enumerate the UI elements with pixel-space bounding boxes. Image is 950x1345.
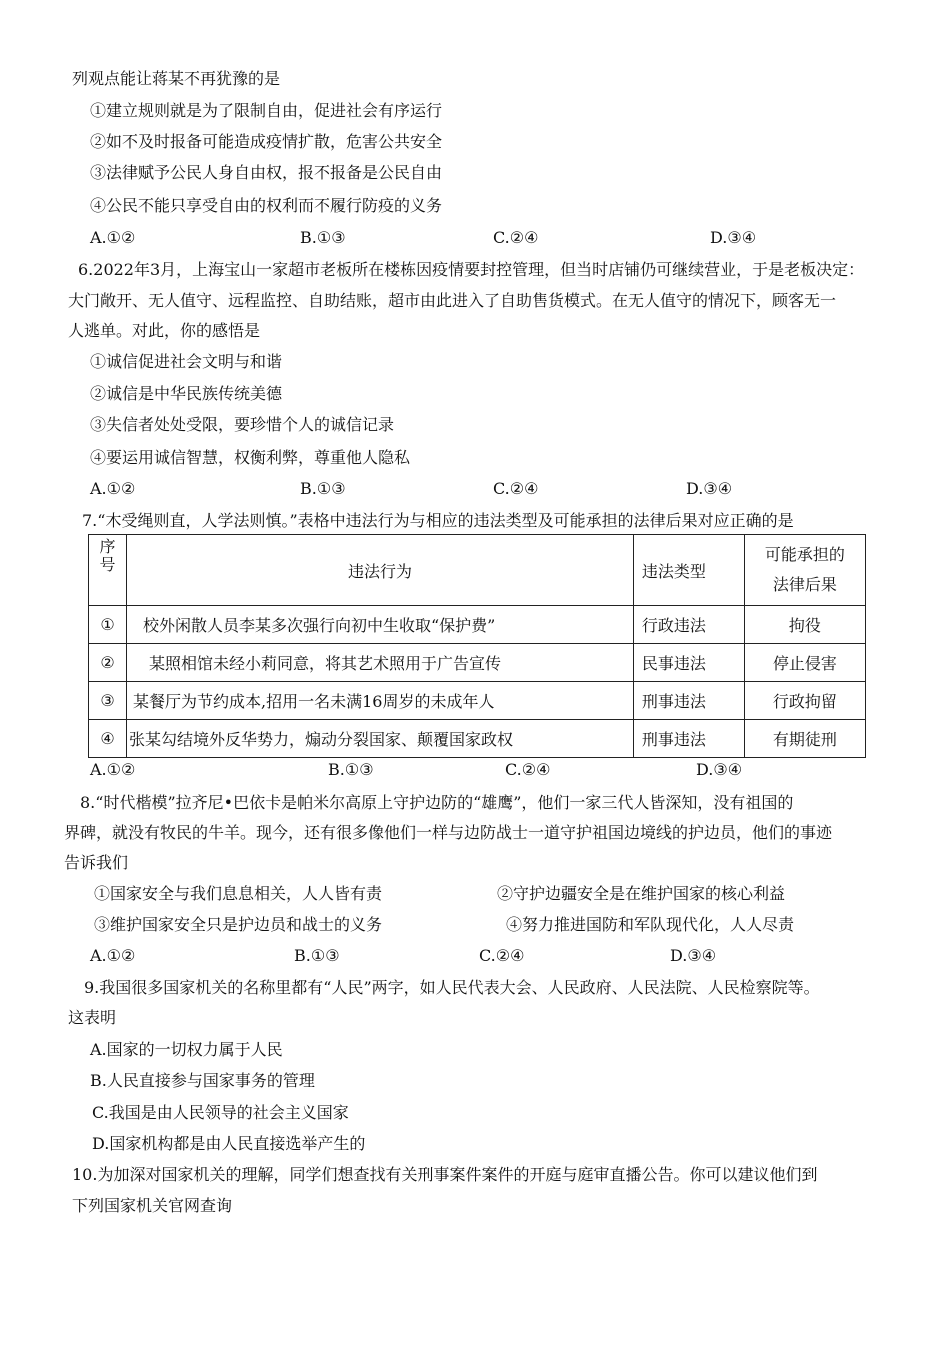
q7-option-b: B.①③ — [328, 760, 374, 779]
q6-option-b: B.①③ — [300, 479, 346, 498]
row-act: 校外闲散人员李某多次强行向初中生收取“保护费” — [127, 606, 634, 644]
table-row — [89, 682, 866, 720]
header-no — [89, 535, 127, 606]
q5-stem: 列观点能让蒋某不再犹豫的是 — [72, 69, 281, 88]
row-no: ③ — [89, 682, 127, 720]
q8-option-d: D.③④ — [670, 946, 717, 965]
q5-option-b: B.①③ — [300, 228, 346, 247]
q6-option-c: C.②④ — [493, 479, 539, 498]
q8-item-4: ④努力推进国防和军队现代化，人人尽责 — [506, 915, 795, 934]
q5-item-3: ③法律赋予公民人身自由权，报不报备是公民自由 — [90, 163, 443, 182]
header-result — [744, 535, 865, 606]
q8-item-1: ①国家安全与我们息息相关，人人皆有责 — [94, 884, 383, 903]
q7-table — [88, 534, 866, 758]
q5-option-a: A.①② — [90, 228, 136, 247]
q6-stem-line-2: 大门敞开、无人值守、远程监控、自助结账，超市由此进入了自助售货模式。在无人值守的情况下，顾客无一 — [68, 291, 837, 310]
row-act: 张某勾结境外反华势力，煽动分裂国家、颠覆国家政权 — [127, 720, 634, 758]
q9-stem-line-2: 这表明 — [68, 1008, 117, 1027]
q9-option-a: A.国家的一切权力属于人民 — [90, 1040, 283, 1059]
q7-option-c: C.②④ — [505, 760, 551, 779]
row-act: 某照相馆未经小莉同意，将其艺术照用于广告宣传 — [127, 644, 634, 682]
row-type: 民事违法 — [633, 644, 744, 682]
q10-stem-line-1: 10.为加深对国家机关的理解，同学们想查找有关刑事案件案件的开庭与庭审直播公告。你可以建议他们到 — [72, 1165, 818, 1184]
q9-option-c: C.我国是由人民领导的社会主义国家 — [92, 1103, 349, 1122]
q7-option-a: A.①② — [90, 760, 136, 779]
q9-option-b: B.人民直接参与国家事务的管理 — [90, 1071, 315, 1090]
q8-stem-line-2: 界碑，就没有牧民的牛羊。现今，还有很多像他们一样与边防战士一道守护祖国边境线的护边员，他们的事迹 — [64, 823, 833, 842]
q5-option-d: D.③④ — [710, 228, 757, 247]
row-act: 某餐厅为节约成本,招用一名未满16周岁的未成年人 — [127, 682, 634, 720]
row-type: 行政违法 — [633, 606, 744, 644]
row-no: ④ — [89, 720, 127, 758]
q6-item-2: ②诚信是中华民族传统美德 — [90, 384, 283, 403]
q5-item-4: ④公民不能只享受自由的权利而不履行防疫的义务 — [90, 196, 443, 215]
row-result: 停止侵害 — [744, 644, 865, 682]
header-result-line-1: 可能承担的 — [764, 545, 845, 564]
row-no: ② — [89, 644, 127, 682]
q8-option-a: A.①② — [90, 946, 136, 965]
header-no-line-1: 序 — [99, 537, 116, 556]
row-no: ① — [89, 606, 127, 644]
q6-option-a: A.①② — [90, 479, 136, 498]
q6-item-1: ①诚信促进社会文明与和谐 — [90, 352, 283, 371]
header-act: 违法行为 — [127, 535, 634, 606]
row-result: 有期徒刑 — [744, 720, 865, 758]
q8-stem-line-1: 8.“时代楷模”拉齐尼•巴依卡是帕米尔高原上守护边防的“雄鹰”，他们一家三代人皆深知，没有祖国的 — [80, 793, 794, 812]
table-row — [89, 720, 866, 758]
row-type: 刑事违法 — [633, 682, 744, 720]
q9-stem-line-1: 9.我国很多国家机关的名称里都有“人民”两字，如人民代表大会、人民政府、人民法院、人民检察院等。 — [84, 978, 820, 997]
row-result: 行政拘留 — [744, 682, 865, 720]
q8-item-2: ②守护边疆安全是在维护国家的核心利益 — [497, 884, 786, 903]
q5-item-2: ②如不及时报备可能造成疫情扩散，危害公共安全 — [90, 132, 443, 151]
q7-table-header — [89, 535, 866, 606]
q7-stem: 7.“木受绳则直，人学法则慎。”表格中违法行为与相应的违法类型及可能承担的法律后果对应正确的是 — [82, 511, 794, 530]
row-result: 拘役 — [744, 606, 865, 644]
q6-option-d: D.③④ — [686, 479, 733, 498]
q5-item-1: ①建立规则就是为了限制自由，促进社会有序运行 — [90, 101, 443, 120]
header-type: 违法类型 — [633, 535, 744, 606]
q10-stem-line-2: 下列国家机关官网查询 — [72, 1196, 233, 1215]
q5-option-c: C.②④ — [493, 228, 539, 247]
row-type: 刑事违法 — [633, 720, 744, 758]
q8-item-3: ③维护国家安全只是护边员和战士的义务 — [94, 915, 383, 934]
header-result-line-2: 法律后果 — [772, 575, 837, 594]
q7-option-d: D.③④ — [696, 760, 743, 779]
header-no-line-2: 号 — [99, 555, 116, 574]
q6-item-3: ③失信者处处受限，要珍惜个人的诚信记录 — [90, 415, 395, 434]
q6-stem-line-1: 6.2022年3月，上海宝山一家超市老板所在楼栋因疫情要封控管理，但当时店铺仍可继续营业，于是老板决定： — [78, 260, 865, 279]
q8-option-b: B.①③ — [294, 946, 340, 965]
q9-option-d: D.国家机构都是由人民直接选举产生的 — [92, 1134, 366, 1153]
table-row — [89, 606, 866, 644]
q8-option-c: C.②④ — [479, 946, 525, 965]
table-row — [89, 644, 866, 682]
q6-stem-line-3: 人逃单。对此，你的感悟是 — [68, 321, 261, 340]
q8-stem-line-3: 告诉我们 — [64, 853, 129, 872]
q6-item-4: ④要运用诚信智慧，权衡利弊，尊重他人隐私 — [90, 448, 411, 467]
